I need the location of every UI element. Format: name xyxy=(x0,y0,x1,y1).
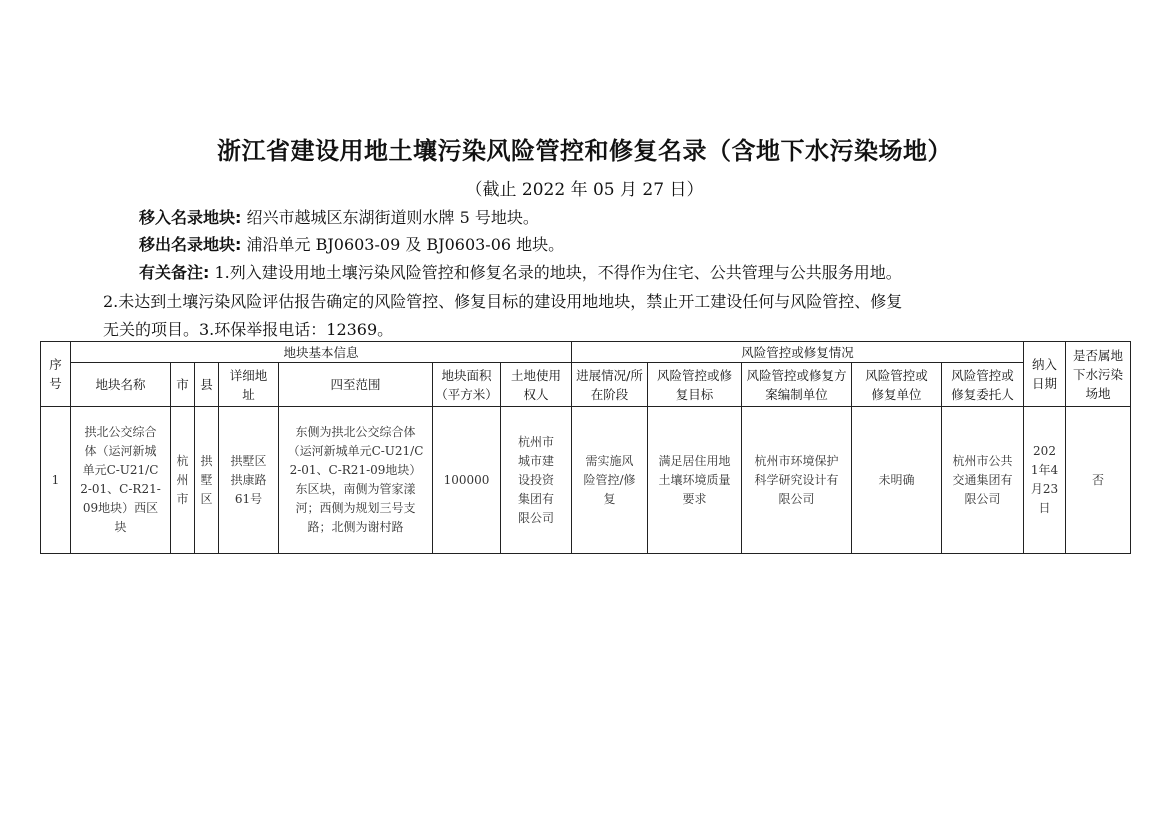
header-risk-status: 风险管控或修复情况 xyxy=(572,342,1024,363)
cell-area: 100000 xyxy=(433,407,501,554)
cell-city: 杭州市 xyxy=(171,407,195,554)
header-target: 风险管控或修复目标 xyxy=(648,363,742,407)
added-section xyxy=(139,206,539,230)
header-name: 地块名称 xyxy=(71,363,171,407)
header-address: 详细地址 xyxy=(219,363,279,407)
cell-groundwater: 否 xyxy=(1066,407,1131,554)
site-registry-table xyxy=(40,341,1131,554)
cell-client: 杭州市公共交通集团有限公司 xyxy=(942,407,1024,554)
removed-text: 浦沿单元 BJ0603-09 及 BJ0603-06 地块。 xyxy=(246,235,565,254)
cell-name: 拱北公交综合体（运河新城单元C-U21/C2-01、C-R21-09地块）西区块 xyxy=(71,407,171,554)
header-basic-info: 地块基本信息 xyxy=(71,342,572,363)
header-client: 风险管控或修复委托人 xyxy=(942,363,1024,407)
header-plan-unit: 风险管控或修复方案编制单位 xyxy=(742,363,852,407)
header-boundary: 四至范围 xyxy=(279,363,433,407)
notes-line-2: 2.未达到土壤污染风险评估报告确定的风险管控、修复目标的建设用地地块，禁止开工建设任何与风险管控、修复 xyxy=(103,292,903,311)
page-title: 浙江省建设用地土壤污染风险管控和修复名录（含地下水污染场地） xyxy=(217,136,952,165)
cell-plan-unit: 杭州市环境保护科学研究设计有限公司 xyxy=(742,407,852,554)
header-city: 市 xyxy=(171,363,195,407)
header-groundwater: 是否属地下水污染场地 xyxy=(1066,342,1131,407)
cell-repair-unit: 未明确 xyxy=(852,407,942,554)
notes-text-1: 1.列入建设用地土壤污染风险管控和修复名录的地块，不得作为住宅、公共管理与公共服务用地。 xyxy=(214,263,902,282)
notes-line-3: 无关的项目。3.环保举报电话：12369。 xyxy=(103,320,394,339)
cell-progress: 需实施风险管控/修复 xyxy=(572,407,648,554)
cell-address: 拱墅区拱康路61号 xyxy=(219,407,279,554)
header-date: 纳入日期 xyxy=(1024,342,1066,407)
cutoff-date: （截止 2022 年 05 月 27 日） xyxy=(465,180,704,200)
header-progress: 进展情况/所在阶段 xyxy=(572,363,648,407)
table-row xyxy=(41,407,1131,554)
added-text: 绍兴市越城区东湖街道则水牌 5 号地块。 xyxy=(246,208,539,227)
added-label: 移入名录地块: xyxy=(139,208,242,227)
cell-seq: 1 xyxy=(41,407,71,554)
header-owner: 土地使用权人 xyxy=(501,363,572,407)
notes-line-1 xyxy=(139,261,902,285)
header-seq: 序号 xyxy=(41,342,71,407)
removed-label: 移出名录地块: xyxy=(139,235,242,254)
cell-county: 拱墅区 xyxy=(195,407,219,554)
notes-label: 有关备注: xyxy=(139,263,210,282)
removed-section xyxy=(139,233,564,257)
cell-target: 满足居住用地土壤环境质量要求 xyxy=(648,407,742,554)
header-repair-unit: 风险管控或修复单位 xyxy=(852,363,942,407)
cell-boundary: 东侧为拱北公交综合体（运河新城单元C-U21/C2-01、C-R21-09地块）东区块，南侧为管家漾河；西侧为规划三号支路；北侧为谢村路 xyxy=(279,407,433,554)
cell-owner: 杭州市城市建设投资集团有限公司 xyxy=(501,407,572,554)
header-area: 地块面积（平方米） xyxy=(433,363,501,407)
header-county: 县 xyxy=(195,363,219,407)
cell-date: 2021年4月23日 xyxy=(1024,407,1066,554)
